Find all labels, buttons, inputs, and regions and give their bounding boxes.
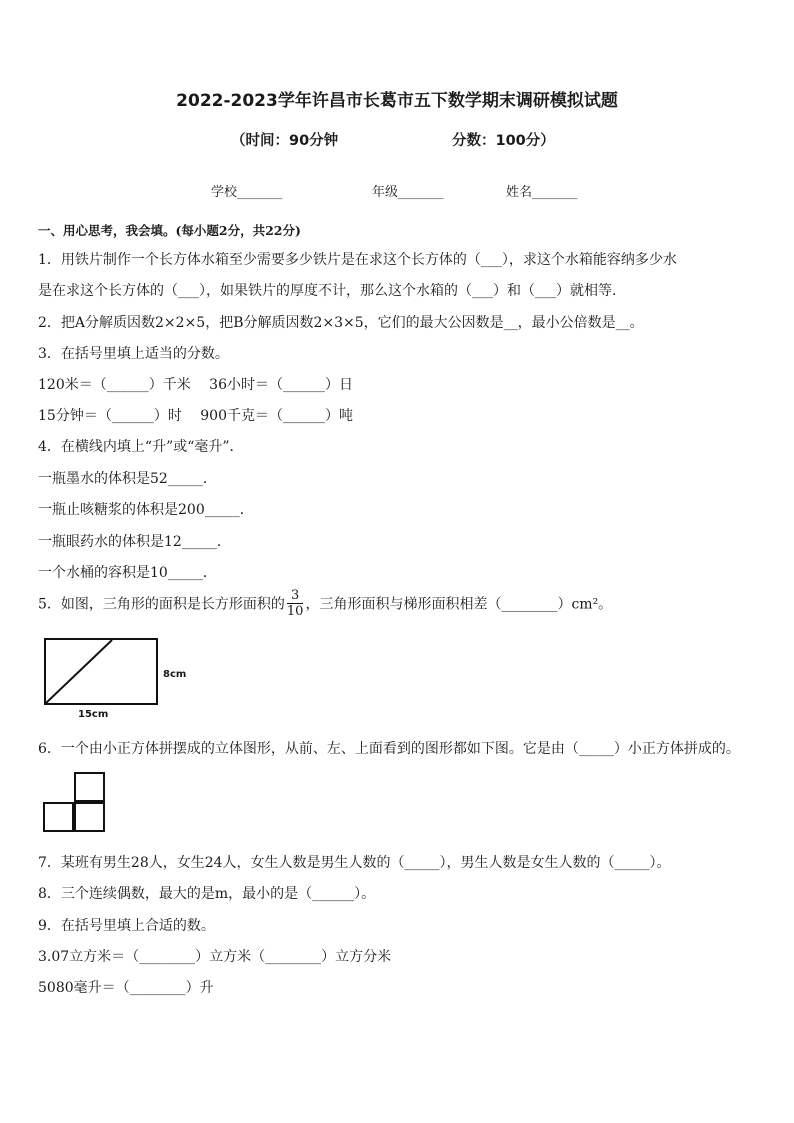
question-2: 2．把A分解质因数2×2×5，把B分解质因数2×3×5，它们的最大公因数是__，最小公倍数是__。 [38, 315, 644, 331]
question-3-row-1: 120米＝（______）千米 36小时＝（______）日 [38, 377, 353, 393]
question-5-text-after: ，三角形面积与梯形面积相差（________）cm²。 [305, 596, 613, 613]
question-9: 9．在括号里填上合适的数。 [38, 918, 215, 934]
fraction [287, 588, 304, 619]
exam-time: （时间：90分钟 [231, 133, 339, 149]
question-4-item-2: 一瓶止咳糖浆的体积是200_____． [38, 502, 254, 518]
question-3: 3．在括号里填上适当的分数。 [38, 346, 229, 362]
question-8: 8．三个连续偶数，最大的是m，最小的是（______）。 [38, 886, 376, 902]
diagonal-line [46, 640, 156, 703]
fraction-denominator: 10 [286, 604, 304, 619]
question-9-row-1: 3.07立方米＝（________）立方米（________）立方分米 [38, 949, 392, 965]
school-field: 学校_______ [211, 185, 283, 200]
rectangle-width-label: 15cm [78, 709, 109, 720]
question-1-line-2: 是在求这个长方体的（___），如果铁片的厚度不计，那么这个水箱的（___）和（___）就相等. [38, 283, 617, 299]
grade-field: 年级_______ [372, 185, 444, 200]
question-9-row-2: 5080毫升＝（________）升 [38, 980, 214, 996]
question-7: 7．某班有男生28人，女生24人，女生人数是男生人数的（_____），男生人数是女生人数的（_____）。 [38, 855, 671, 871]
question-3-row-2: 15分钟＝（______）时 900千克＝（______）吨 [38, 408, 353, 424]
fraction-numerator: 3 [287, 588, 304, 604]
cube-square-bottom-right [74, 802, 105, 832]
question-4-item-4: 一个水桶的容积是10_____． [38, 565, 217, 581]
section-heading: 一、用心思考，我会填。(每小题2分，共22分) [38, 223, 301, 238]
question-4-item-3: 一瓶眼药水的体积是12_____． [38, 534, 231, 550]
cube-square-bottom-left [43, 802, 74, 832]
rectangle-height-label: 8cm [163, 669, 187, 680]
name-field: 姓名_______ [506, 185, 578, 200]
cube-square-top [74, 772, 105, 802]
exam-score: 分数：100分） [452, 133, 555, 149]
question-5-text-before: 5．如图，三角形的面积是长方形面积的 [38, 596, 285, 613]
question-4-item-1: 一瓶墨水的体积是52_____． [38, 471, 217, 487]
question-1-line-1: 1．用铁片制作一个长方体水箱至少需要多少铁片是在求这个长方体的（___），求这个水箱能容纳多少水 [38, 252, 677, 268]
question-4: 4．在横线内填上“升”或“毫升”． [38, 439, 244, 455]
question-6: 6．一个由小正方体拼摆成的立体图形，从前、左、上面看到的图形都如下图。它是由（_____）小正方体拼成的。 [38, 741, 740, 757]
question-5 [38, 588, 612, 619]
rectangle-figure [44, 638, 158, 705]
page-title: 2022-2023学年许昌市长葛市五下数学期末调研模拟试题 [176, 91, 618, 111]
